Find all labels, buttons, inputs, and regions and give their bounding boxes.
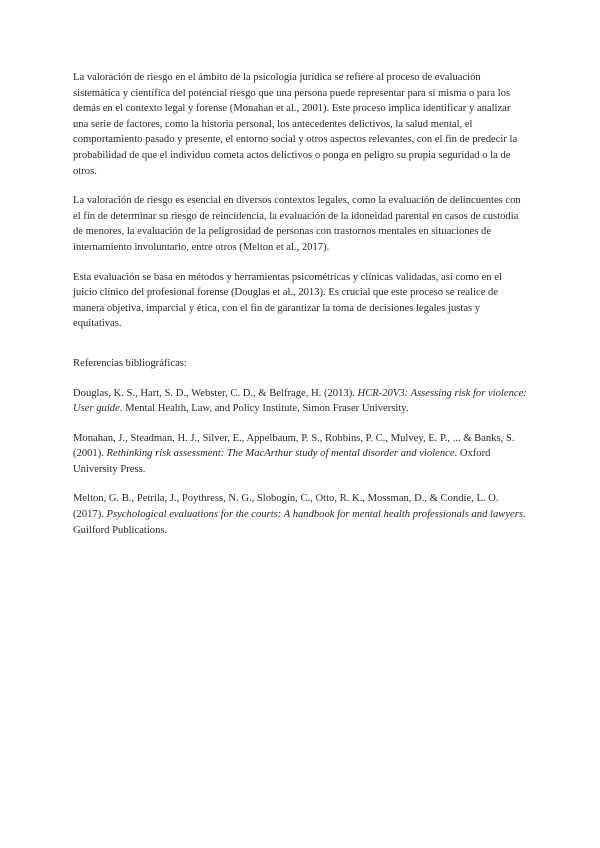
paragraph-2: La valoración de riesgo es esencial en diversos contextos legales, como la evaluación de delincuentes con el fin de determinar su riesgo de reincidencia, la evaluación de la idoneidad parental en casos de custodia de menores, la evaluación de la peligrosidad de personas con trastornos mentales en situaciones de internamiento involuntario, entre otros (Melton et al., 2017). <box>73 195 521 253</box>
references-heading: Referencias bibliográficas: <box>73 357 187 369</box>
reference-publisher: . Mental Health, Law, and Policy Institute, Simon Fraser University. <box>119 403 409 415</box>
reference-item <box>73 431 528 478</box>
reference-item <box>73 386 528 417</box>
paragraph-1: La valoración de riesgo en el ámbito de la psicología jurídica se refiere al proceso de evaluación sistemática y científica del potencial riesgo que una persona puede representar para sí misma o para los demás en el contexto legal y forense (Monahan et al., 2001). Este proceso implica identificar y analizar una serie de factores, como la historia personal, los antecedentes delictivos, la salud mental, el comportamiento pasado y presente, el entorno social y otros aspectos relevantes, con el fin de predecir la probabilidad de que el individuo cometa actos delictivos o ponga en peligro su propia seguridad o la de otros. <box>73 72 518 177</box>
reference-authors: Douglas, K. S., Hart, S. D., Webster, C. D., & Belfrage, H. (2013). <box>73 387 358 399</box>
document-body <box>73 70 528 552</box>
reference-authors: Monahan, J., Steadman, H. J., Silver, E., Appelbaum, P. S., Robbins, P. C., Mulvey, E. P., ... & Banks, S. (2001). <box>73 432 515 460</box>
reference-authors: Melton, G. B., Petrila, J., Poythress, N. G., Slobogin, C., Otto, R. K., Mossman, D., & Condie, L. O. (2017). <box>73 493 499 521</box>
paragraph-3: Esta evaluación se basa en métodos y herramientas psicométricas y clínicas validadas, así como en el juicio clínico del profesional forense (Douglas et al., 2013). Es crucial que este proceso se realice de manera objetiva, imparcial y ética, con el fin de garantizar la toma de decisiones legales justas y equitativas. <box>73 271 502 330</box>
reference-title: Psychological evaluations for the courts: A handbook for mental health professionals and lawyers <box>106 509 524 521</box>
reference-title: Rethinking risk assessment: The MacArthur study of mental disorder and violence <box>106 448 455 460</box>
reference-publisher: . Oxford University Press. <box>73 448 491 475</box>
reference-item <box>73 491 528 538</box>
reference-publisher: . Guilford Publications. <box>73 509 526 536</box>
reference-title: HCR-20V3: Assessing risk for violence: User guide <box>73 387 527 415</box>
